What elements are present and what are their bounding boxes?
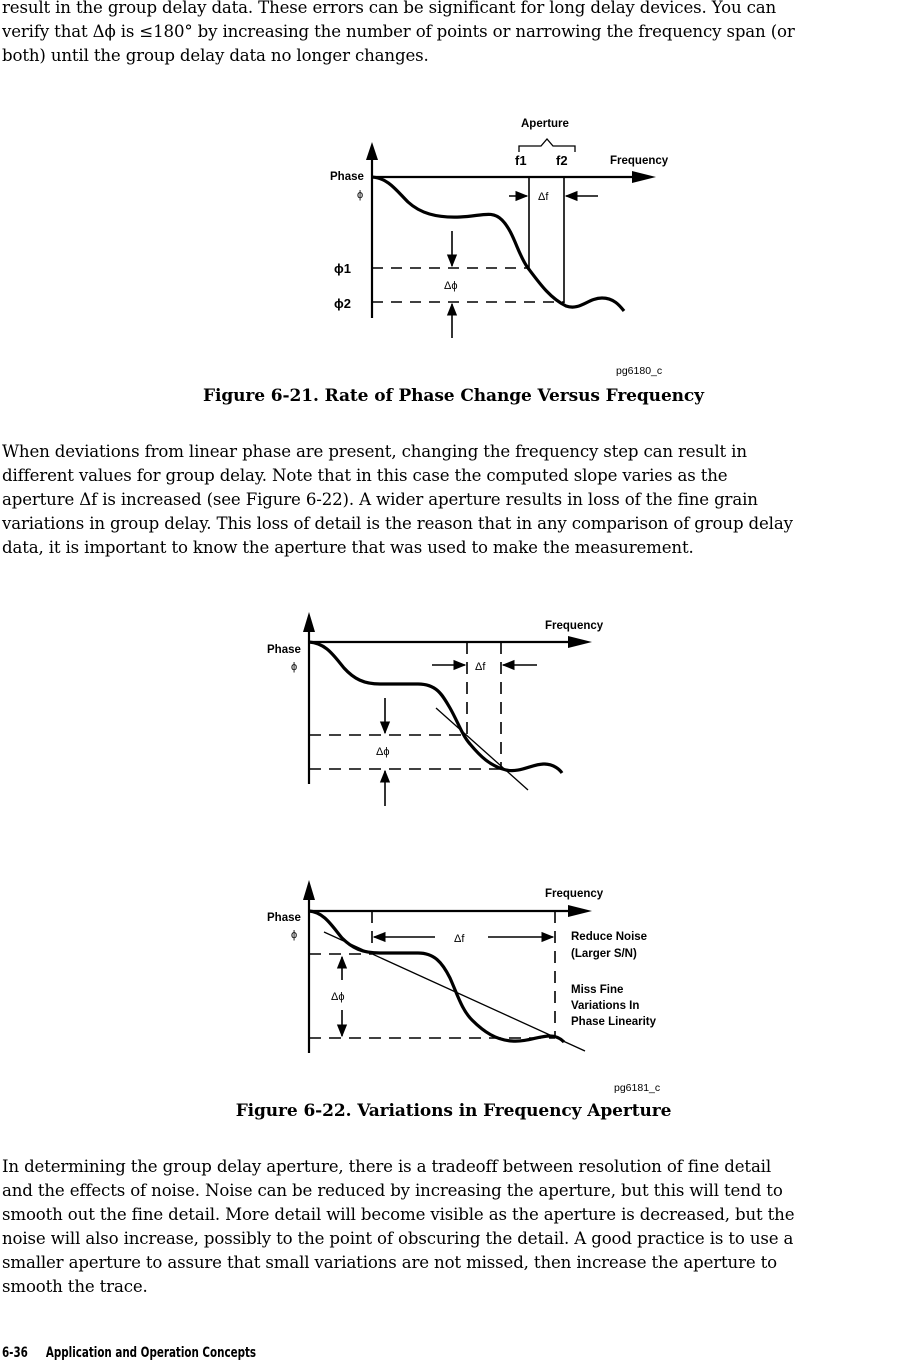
delta-f-label: Δf [454,933,465,945]
closing-paragraph [2,1155,907,1299]
text-line: variations in group delay. This loss of detail is the reason that in any comparison of group delay [2,514,793,533]
figure-6-21-caption: Figure 6-21. Rate of Phase Change Versus Frequency [203,386,704,406]
phase-curve [372,177,624,311]
delta-phi-label: Δϕ [376,746,390,758]
text-line: both) until the group delay data no longer changes. [2,46,429,65]
figure-6-22-bottom-diagram [0,870,907,1100]
frequency-label: Frequency [545,620,604,632]
text-line: data, it is important to know the aperture that was used to make the measurement. [2,538,694,557]
miss-fine-note-line-1: Miss Fine [571,984,624,996]
text-line: verify that Δϕ is ≤180° by increasing the number of points or narrowing the frequency span (or [2,22,795,41]
tangent-line [436,708,528,790]
frequency-label: Frequency [610,155,669,167]
page-number: 6-36 [2,1345,28,1361]
text-line: and the effects of noise. Noise can be reduced by increasing the aperture, but this will tend to [2,1181,783,1200]
text-line: In determining the group delay aperture, there is a tradeoff between resolution of fine detail [2,1157,771,1176]
text-line: aperture Δf is increased (see Figure 6-22). A wider aperture results in loss of the fine grain [2,490,758,509]
f2-label: f2 [556,153,568,168]
phase-curve [309,642,562,773]
delta-f-label: Δf [475,661,486,673]
miss-fine-note-line-2: Variations In [571,1000,640,1012]
reduce-noise-note-line-1: Reduce Noise [571,931,648,943]
text-line: smooth out the fine detail. More detail will become visible as the aperture is decreased, but the [2,1205,795,1224]
aperture-label: Aperture [521,118,569,130]
text-line: smooth the trace. [2,1277,148,1296]
delta-f-label: Δf [538,191,549,203]
middle-paragraph [2,440,907,560]
phi2-label: ϕ2 [334,296,351,311]
intro-paragraph [2,0,907,68]
phase-axis-arrowhead [303,612,315,632]
figure-6-21-diagram [0,100,907,390]
figure-id-label: pg6180_c [616,365,663,377]
section-title: Application and Operation Concepts [45,1345,257,1361]
miss-fine-note-line-3: Phase Linearity [571,1016,657,1028]
phi-label: ϕ [291,929,298,941]
frequency-axis-arrowhead [568,905,592,917]
phase-label: Phase [330,171,364,183]
frequency-axis-arrowhead [632,171,656,183]
phi-label: ϕ [291,661,298,673]
phase-label: Phase [267,644,301,656]
delta-phi-label: Δϕ [331,991,345,1003]
text-line: When deviations from linear phase are present, changing the frequency step can result in [2,442,747,461]
text-line: noise will also increase, possibly to the point of obscuring the detail. A good practice is to use a [2,1229,794,1248]
phase-label: Phase [267,912,301,924]
frequency-label: Frequency [545,888,604,900]
phi1-label: ϕ1 [334,261,351,276]
text-line: different values for group delay. Note that in this case the computed slope varies as the [2,466,728,485]
tangent-line [324,932,585,1051]
text-line: smaller aperture to assure that small variations are not missed, then increase the aperture to [2,1253,778,1272]
phase-curve [309,911,564,1042]
phase-axis-arrowhead [366,142,378,160]
figure-6-22-caption: Figure 6-22. Variations in Frequency Aperture [235,1101,672,1121]
phi-label: ϕ [357,189,364,201]
f1-label: f1 [515,153,527,168]
figure-id-label: pg6181_c [614,1082,661,1094]
delta-phi-label: Δϕ [444,280,458,292]
reduce-noise-note-line-2: (Larger S/N) [571,948,637,960]
page-footer [2,1345,256,1361]
phase-axis-arrowhead [303,880,315,900]
text-line: result in the group delay data. These errors can be significant for long delay devices. You can [2,0,777,17]
frequency-axis-arrowhead [568,636,592,648]
aperture-bracket [519,139,575,152]
figure-6-22-top-diagram [0,600,907,820]
